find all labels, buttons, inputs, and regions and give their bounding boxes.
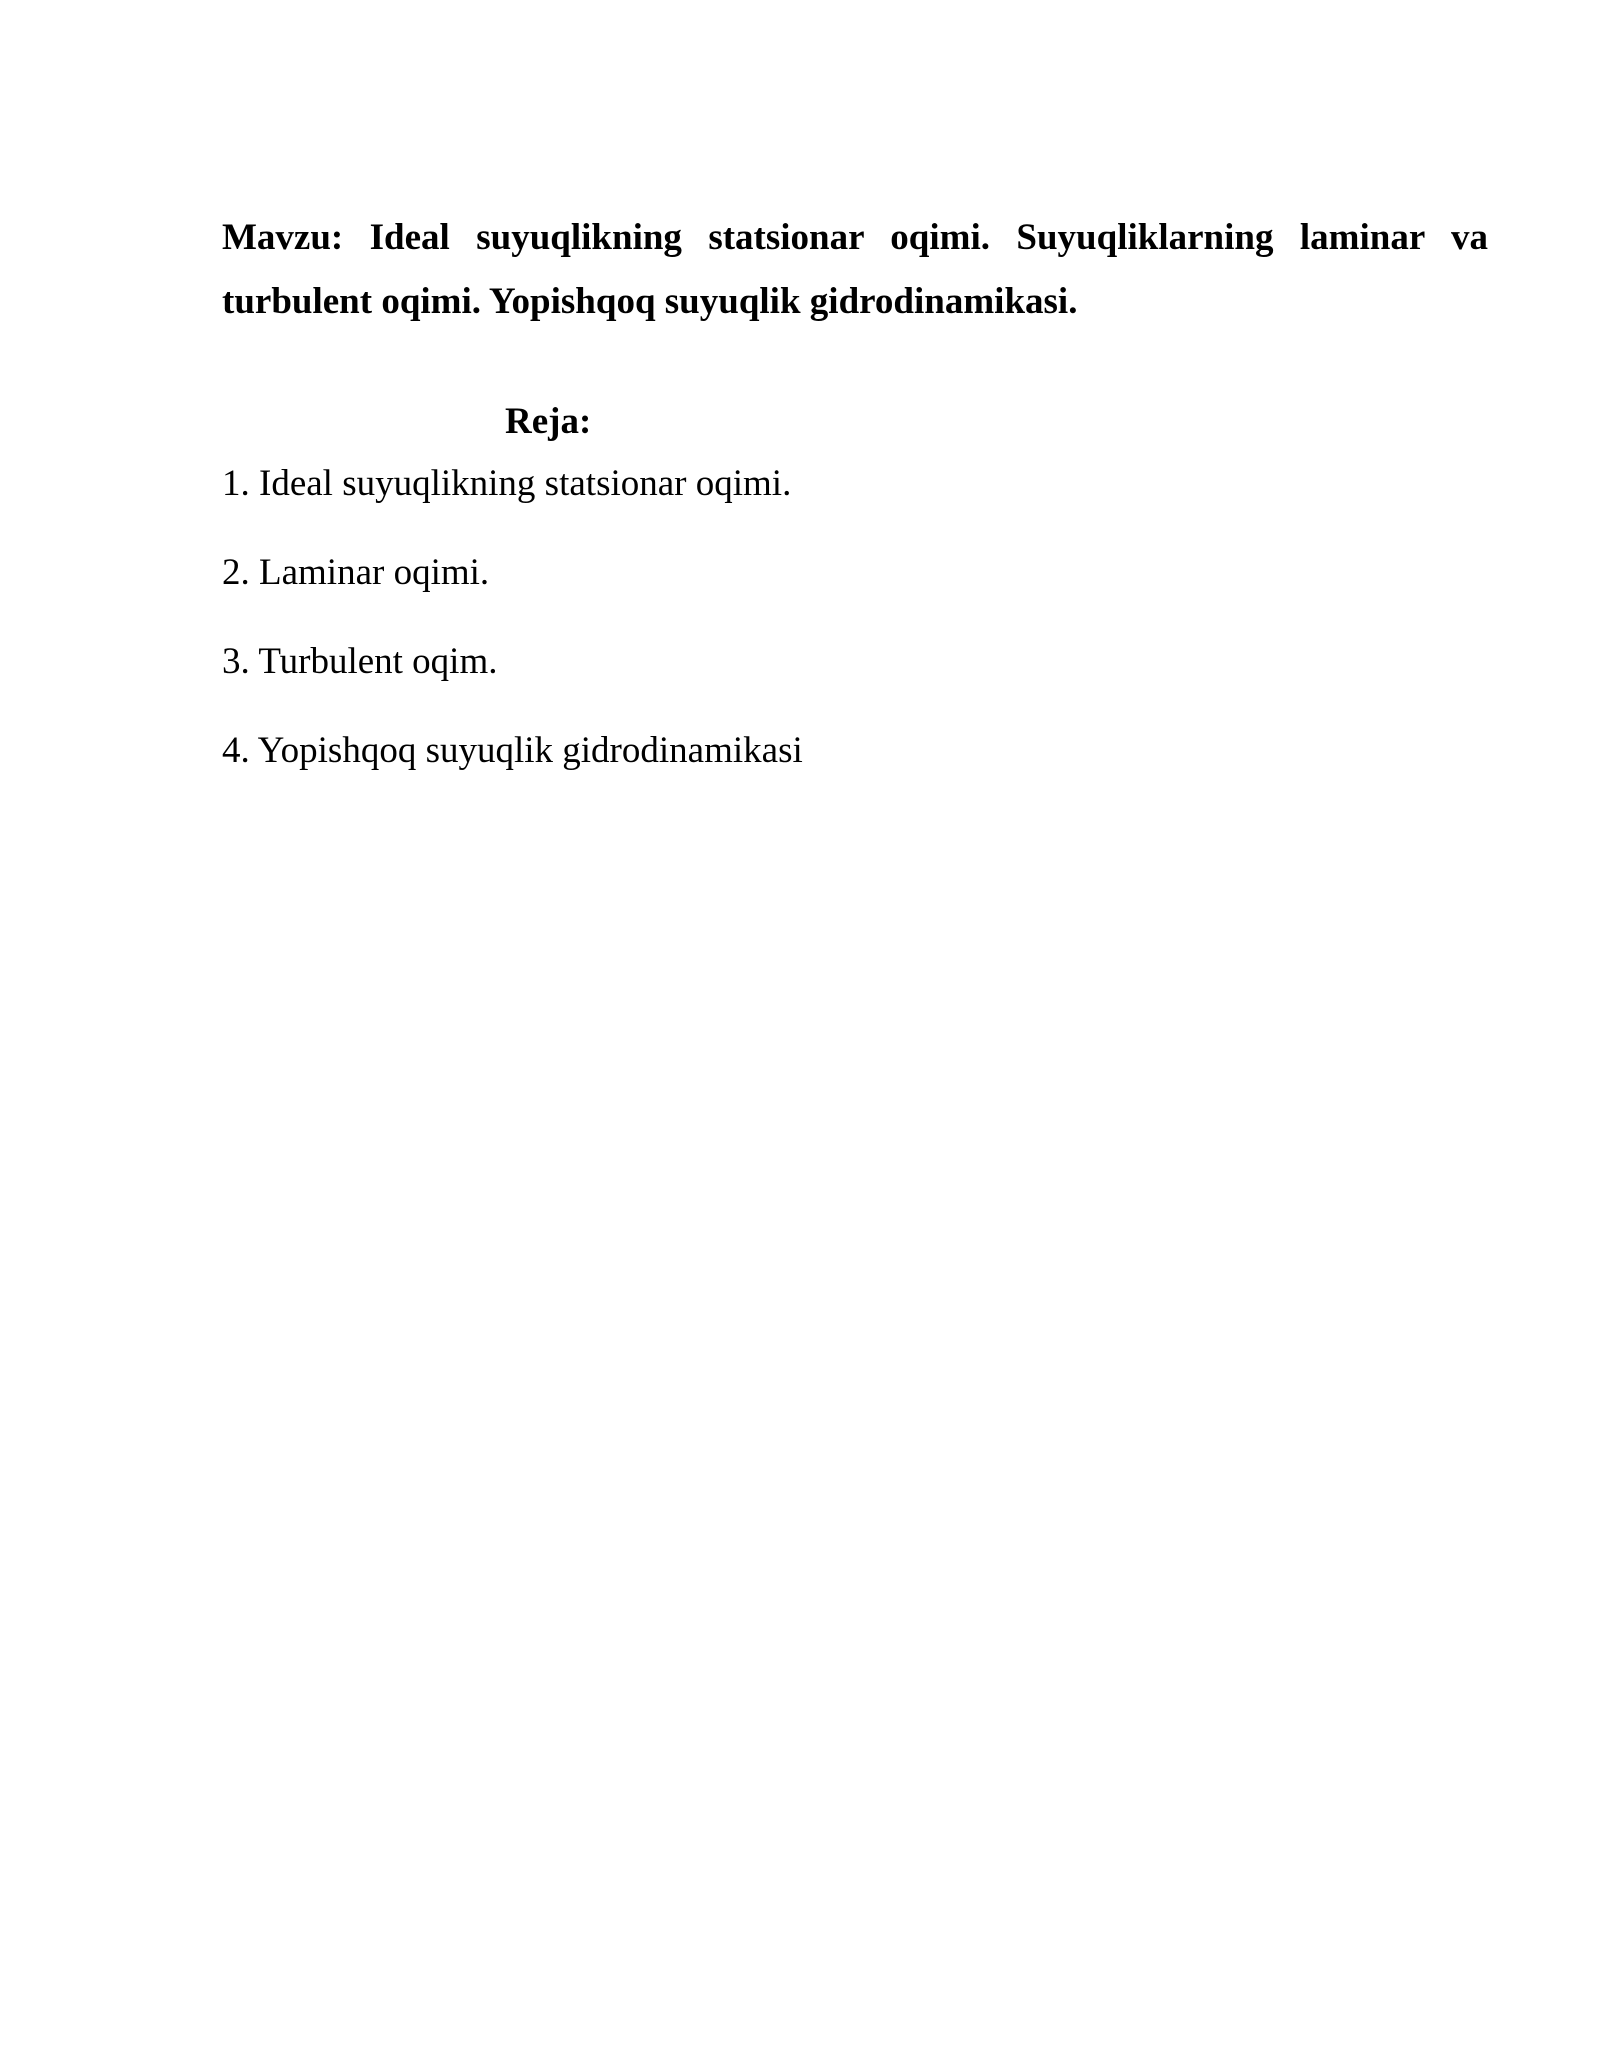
plan-heading: Reja: [505, 401, 592, 442]
plan-item-2: 2. Laminar oqimi. [222, 552, 490, 593]
plan-item-4: 4. Yopishqoq suyuqlik gidrodinamikasi [222, 730, 803, 771]
plan-list [222, 460, 803, 816]
plan-item-3: 3. Turbulent oqim. [222, 641, 498, 682]
plan-item-1: 1. Ideal suyuqlikning statsionar oqimi. [222, 463, 792, 504]
document-title: Mavzu: Ideal suyuqlikning statsionar oqimi. Suyuqliklarning laminar va turbulent oqimi. Yopishqoq suyuqlik gidrodinamikasi. [222, 217, 1488, 322]
